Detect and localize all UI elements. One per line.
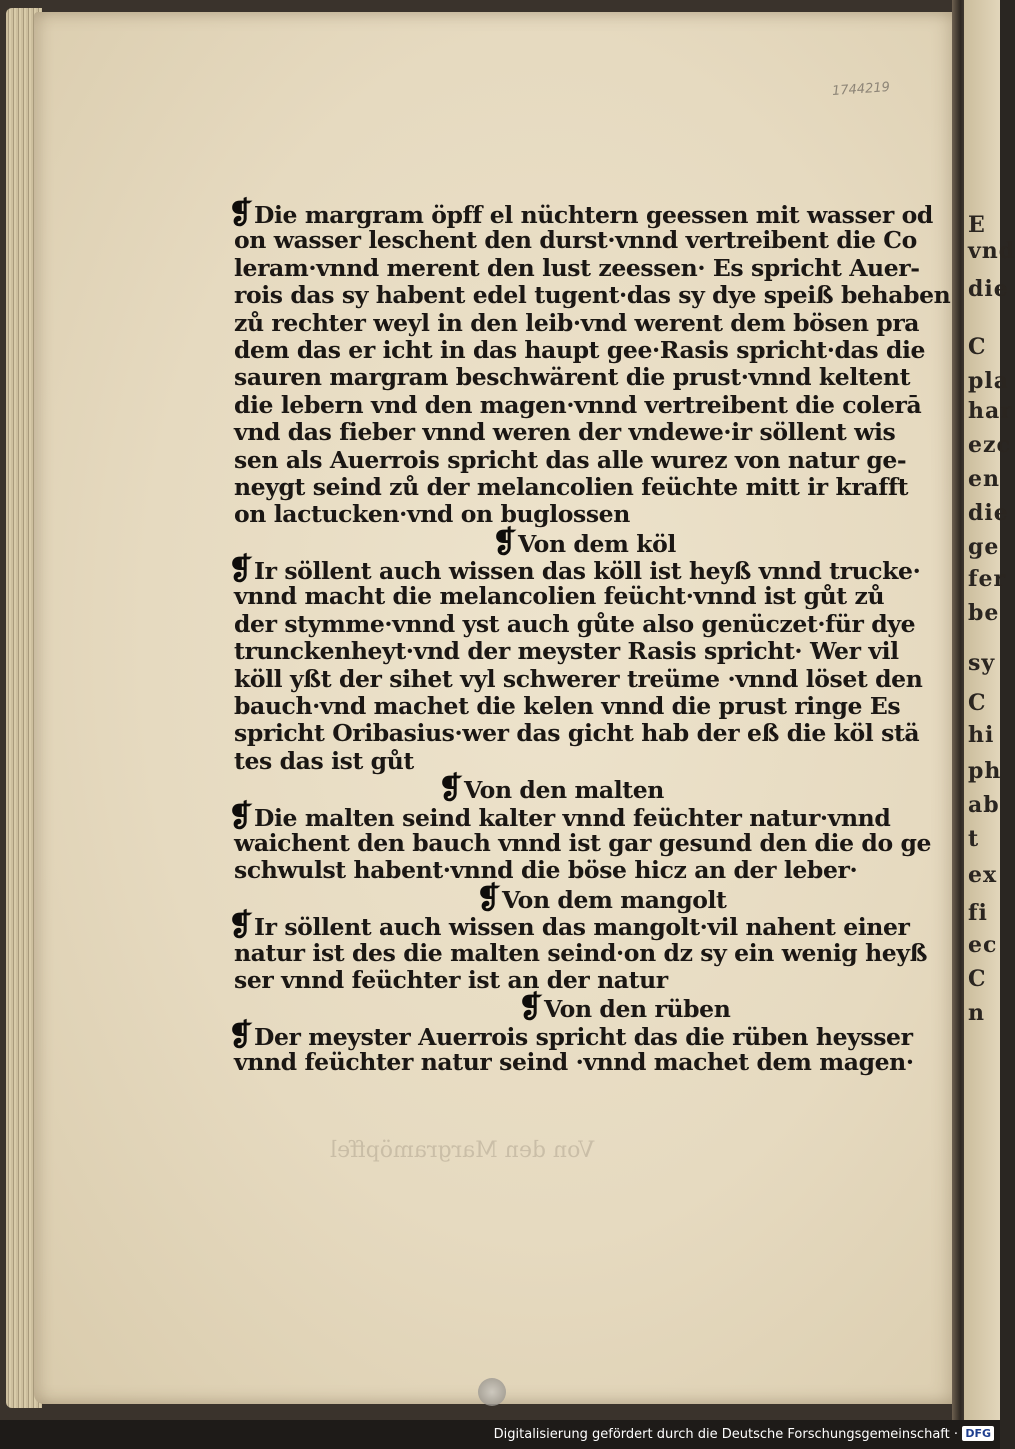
line-text: trunckenheyt·vnd der meyster Rasis spricht· Wer vil [234,637,899,666]
line-text: neygt seind zů der melancolien feüchte mitt ir krafft [234,472,909,501]
line-text: sen als Auerrois spricht das alle wurez von natur ge- [234,445,907,474]
paragraph-mark-icon: ❡ [228,552,253,588]
text-line [228,692,901,721]
adjacent-page-fragment: en [968,466,1000,492]
adjacent-page-fragment: vnd [968,238,1015,264]
adjacent-page-fragment: ph [968,758,1002,784]
paragraph-mark-icon: ❡ [492,524,517,560]
line-text: der stymme·vnnd yst auch gůte also genüczet·für dye [234,609,916,638]
line-text: Von dem köl [518,529,676,558]
text-line [228,501,860,528]
adjacent-page-fragment: pla [968,368,1009,394]
text-line [228,418,896,447]
adjacent-page-fragment: fer [968,566,1007,592]
paragraph-mark-icon: ❡ [228,196,253,231]
line-text: zů rechter weyl in den leib·vnd werent dem bösen pra [234,308,920,337]
text-line [228,582,885,611]
line-text: leram·vnnd merent den lust zeessen· Es spricht Auer- [234,253,920,282]
paragraph-start-line [228,552,921,588]
text-line [228,828,932,857]
adjacent-page-fragment: be [968,600,1000,626]
paragraph-start-line [228,1017,913,1053]
adjacent-page-fragment: C [968,334,987,360]
line-text: köll yßt der sihet vyl schwerer treüme ·vnnd löset den [234,664,923,693]
text-line [228,857,860,884]
adjacent-page-fragment: C [968,966,987,992]
clip-mark [478,1378,506,1406]
section-heading [228,990,860,1026]
text-line [228,390,922,419]
line-text: waichent den bauch vnnd ist gar gesund den die do ge [234,828,932,857]
line-text: vnd das fieber vnnd weren der vndewe·ir söllent wis [234,418,896,447]
adjacent-page-fragment: E [968,212,986,238]
line-text: on lactucken·vnd on buglossen [234,500,630,529]
adjacent-page-fragment: n [968,1000,985,1026]
adjacent-page-fragment: sy [968,650,996,676]
paragraph-mark-icon: ❡ [228,908,253,944]
paragraph-mark-icon: ❡ [476,880,501,916]
text-line [228,445,907,474]
paragraph-mark-icon: ❡ [228,798,253,834]
line-text: Von dem mangolt [502,885,727,914]
paragraph-start-line [228,908,910,944]
line-text: Von den rüben [544,995,731,1024]
line-text: die lebern vnd den magen·vnnd vertreibent die colerā [234,390,922,419]
line-text: dem das er icht in das haupt gee·Rasis spricht·das die [234,335,926,364]
text-line [228,281,951,310]
line-text: Von den malten [464,776,664,805]
paragraph-mark-icon: ❡ [228,1017,253,1053]
line-text: ser vnnd feüchter ist an der natur [234,965,668,994]
adjacent-page-fragment: ge [968,534,1000,560]
text-line [228,664,923,693]
text-line [228,748,860,775]
line-text: on wasser leschent den durst·vnnd vertreibent die Co [234,226,917,255]
adjacent-page-fragment: hi [968,722,995,748]
funding-notice: Digitalisierung gefördert durch die Deutsche Forschungsgemeinschaft · [493,1427,958,1442]
footer-bar [0,1420,1000,1449]
text-line [228,967,860,994]
adjacent-page-fragment: ezc [968,432,1011,458]
printed-text-block [228,196,951,1077]
dfg-logo: DFG [962,1426,994,1441]
section-heading [228,880,860,916]
line-text: Die malten seind kalter vnnd feüchter natur·vnnd [254,803,891,832]
line-text: vnnd macht die melancolien feücht·vnnd ist gůt zů [234,582,885,611]
adjacent-page-fragment: die [968,276,1009,302]
text-line [228,938,928,967]
paragraph-start-line [228,798,891,834]
text-line [228,363,911,392]
show-through-text: Von den Margramöpffel [330,1138,595,1163]
line-text: tes das ist gůt [234,746,414,775]
adjacent-page-fragment: ec [968,932,998,958]
pencil-annotation: 1744219 [831,79,891,100]
text-line [228,472,909,501]
paragraph-mark-icon: ❡ [518,990,543,1026]
line-text: Der meyster Auerrois spricht das die rüben heysser [254,1022,913,1051]
adjacent-page-fragment: har [968,398,1013,424]
adjacent-page-fragment: ab [968,792,1000,818]
text-line [228,253,920,282]
text-line [228,637,899,666]
text-line [228,308,920,337]
adjacent-page-edge [964,0,1015,1420]
text-line [228,719,920,748]
line-text: vnnd feüchter natur seind ·vnnd machet dem magen· [234,1048,914,1077]
text-line [228,226,917,255]
text-line [228,335,926,364]
line-text: Ir söllent auch wissen das mangolt·vil nahent einer [254,913,910,942]
section-heading [228,771,860,807]
line-text: natur ist des die malten seind·on dz sy ein wenig heyß [234,938,928,967]
line-text: rois das sy habent edel tugent·das sy dye speiß behaben [234,281,951,310]
paragraph-mark-icon: ❡ [438,771,463,807]
line-text: Ir söllent auch wissen das köll ist heyß vnnd trucke· [254,557,921,586]
adjacent-page-fragment: C [968,690,987,716]
adjacent-page-fragment: fi [968,900,988,926]
paragraph-start-line [228,196,933,231]
line-text: schwulst habent·vnnd die böse hicz an der leber· [234,856,858,885]
line-text: spricht Oribasius·wer das gicht hab der eß die köl stä [234,719,920,748]
text-line [228,609,916,638]
line-text: sauren margram beschwärent die prust·vnnd keltent [234,363,911,392]
adjacent-page-fragment: die [968,500,1009,526]
adjacent-page-fragment: ex [968,862,998,888]
line-text: Die margram öpff el nüchtern geessen mit wasser od [254,201,933,229]
line-text: bauch·vnd machet die kelen vnnd die prust ringe Es [234,692,901,721]
text-line [228,1048,914,1077]
section-heading [228,524,860,560]
adjacent-page-fragment: t [968,826,980,852]
